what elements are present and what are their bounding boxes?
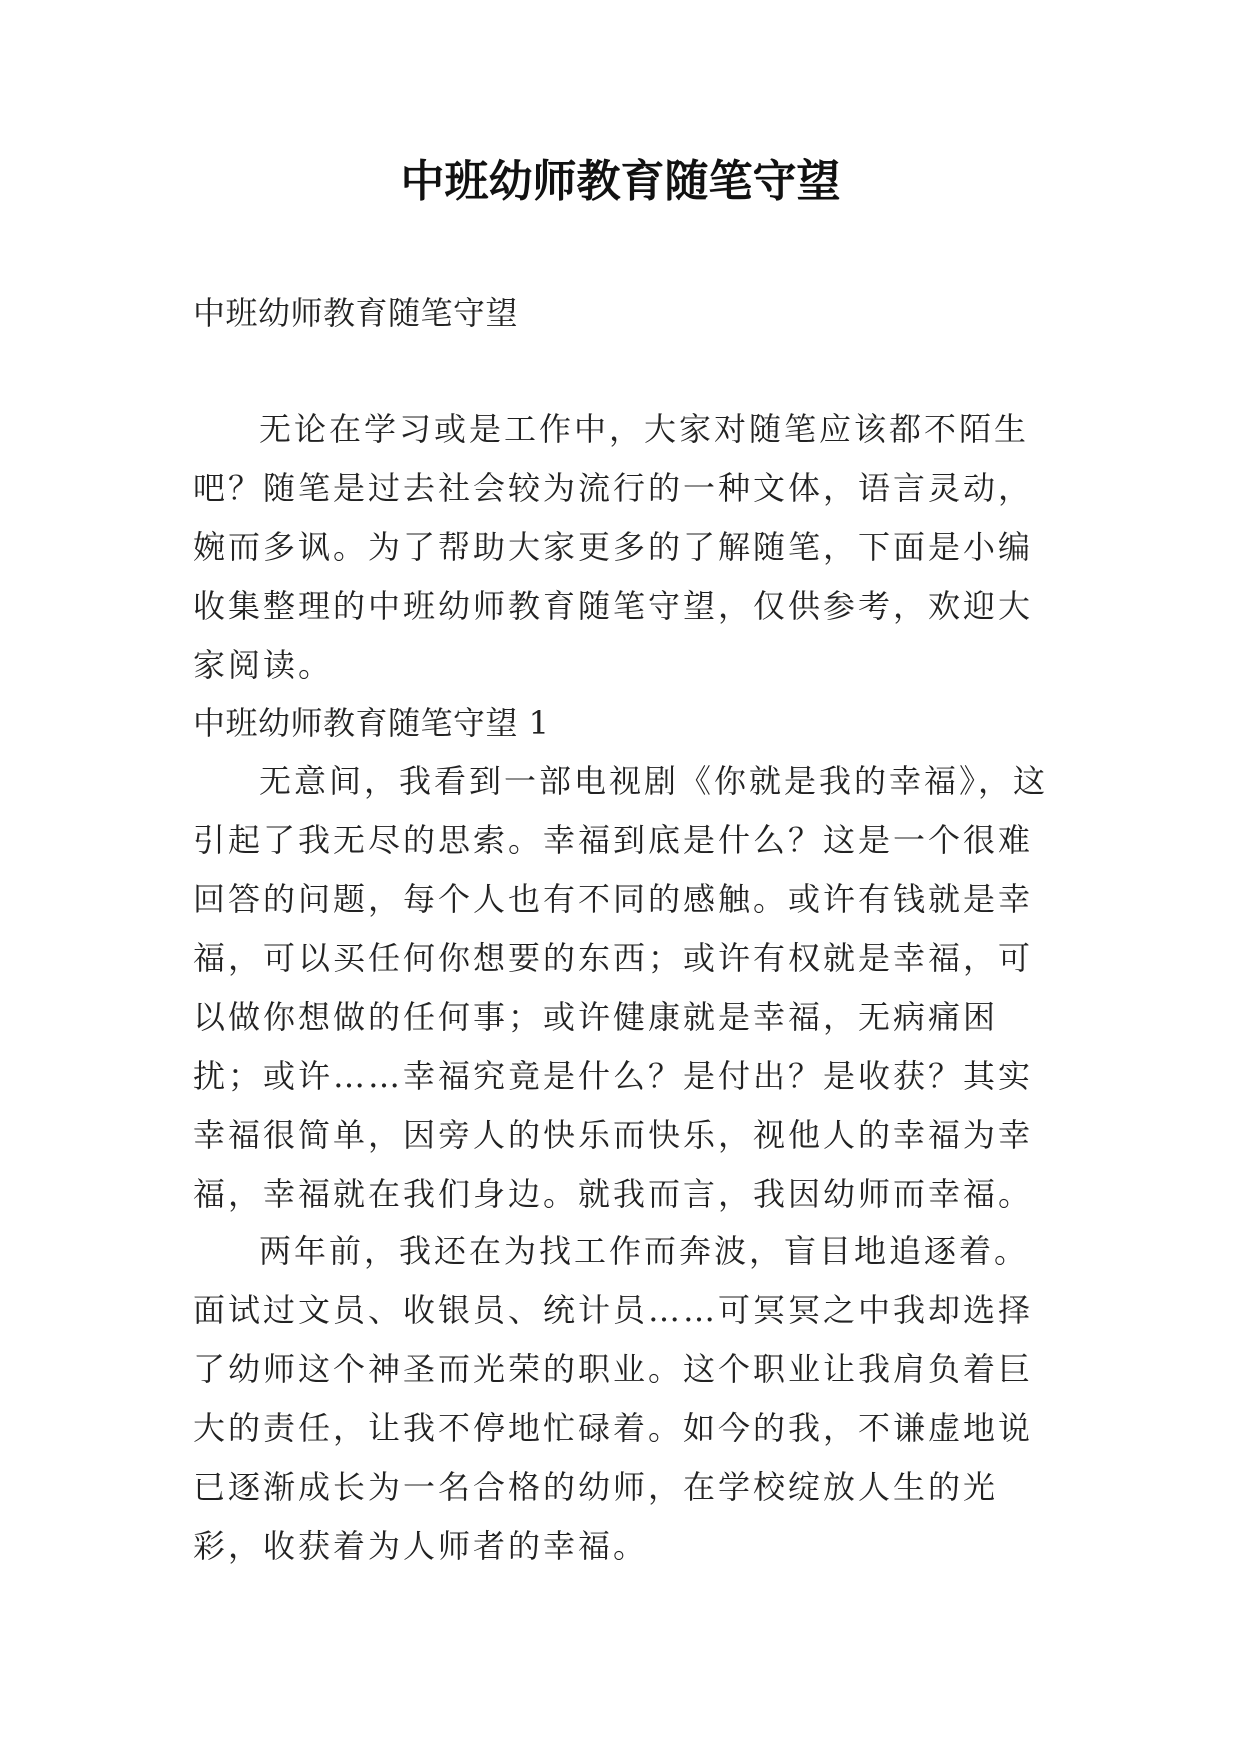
body-paragraph: 两年前，我还在为找工作而奔波，盲目地追逐着。面试过文员、收银员、统计员……可冥冥之中我却选择了幼师这个神圣而光荣的职业。这个职业让我肩负着巨大的责任，让我不停地忙碌着。如今的我，不谦虚地说已逐渐成长为一名合格的幼师，在学校绽放人生的光彩，收获着为人师者的幸福。 bbox=[193, 1232, 1034, 1565]
document-title: 中班幼师教育随笔守望 bbox=[400, 156, 841, 207]
body-paragraph: 无意间，我看到一部电视剧《你就是我的幸福》，这引起了我无尽的思索。幸福到底是什么？这是一个很难回答的问题，每个人也有不同的感触。或许有钱就是幸福，可以买任何你想要的东西；或许有权就是幸福，可以做你想做的任何事；或许健康就是幸福，无病痛困扰；或许……幸福究竟是什么？是付出？是收获？其实幸福很简单，因旁人的快乐而快乐，视他人的幸福为幸福，幸福就在我们身边。就我而言，我因幼师而幸福。 bbox=[193, 762, 1049, 1213]
intro-paragraph: 无论在学习或是工作中，大家对随笔应该都不陌生吧？随笔是过去社会较为流行的一种文体，语言灵动，婉而多讽。为了帮助大家更多的了解随笔，下面是小编收集整理的中班幼师教育随笔守望，仅供参考，欢迎大家阅读。 bbox=[193, 410, 1034, 684]
document-subtitle: 中班幼师教育随笔守望 bbox=[193, 294, 519, 332]
section-heading: 中班幼师教育随笔守望 1 bbox=[193, 704, 550, 742]
